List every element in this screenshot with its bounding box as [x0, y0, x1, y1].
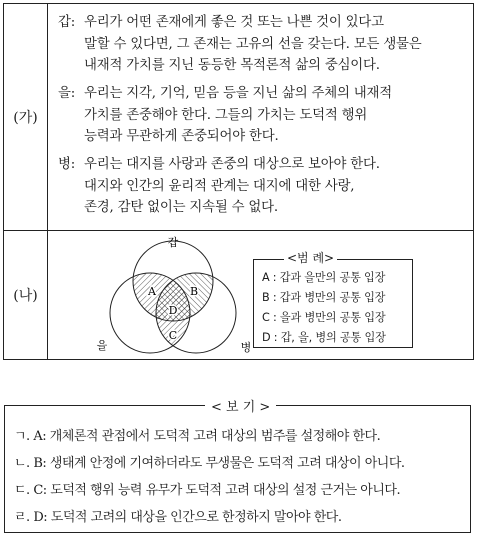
- statement-line: 우리는 지각, 기억, 믿음 등을 지닌 삶의 주체의 내재적: [84, 86, 393, 101]
- statement-line: 내재적 가치를 지닌 동등한 목적론적 삶의 중심이다.: [84, 58, 380, 73]
- region-label-d: D: [168, 304, 178, 317]
- statement-byeong: [58, 154, 465, 219]
- statement-line: 존경, 감탄 없이는 지속될 수 없다.: [84, 200, 278, 215]
- section-na-label: (나): [4, 231, 48, 359]
- legend-title: <범 례>: [284, 249, 337, 266]
- region-label-b: B: [189, 285, 199, 298]
- legend-item-d: D : 갑, 을, 병의 공통 입장: [262, 331, 386, 344]
- legend-item-b: B : 갑과 병만의 공통 입장: [262, 291, 386, 304]
- statement-line: 대지와 인간의 윤리적 관계는 대지에 대한 사랑,: [84, 178, 355, 194]
- circle-label-gap: 갑: [167, 236, 179, 249]
- statement-line: 능력과 무관하게 존중되어야 한다.: [84, 129, 279, 144]
- circle-label-byeong: 병: [240, 341, 252, 354]
- region-label-c: C: [168, 329, 178, 342]
- section-na: [4, 231, 473, 359]
- statement-line: 가치를 존중해야 한다. 그들의 가치는 도덕적 행위: [84, 107, 368, 123]
- bogi-item-digeut: ㄷ. C: 도덕적 행위 능력 유무가 도덕적 고려 대상의 설정 근거는 아니다.: [14, 483, 401, 498]
- section-ga-content: [48, 4, 473, 230]
- bogi-title: < 보 기 >: [205, 396, 276, 415]
- section-na-content: [48, 231, 473, 359]
- passage-table: [3, 3, 474, 360]
- venn-diagram: [88, 235, 258, 357]
- statement-eul: [58, 83, 465, 148]
- circle-label-eul: 을: [96, 339, 108, 352]
- region-label-a: A: [148, 285, 156, 298]
- legend-item-a: A : 갑과 을만의 공통 입장: [262, 271, 386, 284]
- bogi-item-nieun: ㄴ. B: 생태계 안정에 기여하더라도 무생물은 도덕적 고려 대상이 아니다.: [14, 456, 405, 471]
- bogi-item-giyeok: ㄱ. A: 개체론적 관점에서 도덕적 고려 대상의 범주를 설정해야 한다.: [14, 429, 381, 444]
- section-ga: [4, 4, 473, 231]
- speaker-label: 을:: [58, 86, 76, 101]
- statement-line: 우리가 어떤 존재에게 좋은 것 또는 나쁜 것이 있다고: [84, 15, 384, 30]
- statement-line: 우리는 대지를 사랑과 존중의 대상으로 보아야 한다.: [84, 157, 380, 172]
- statement-gap: [58, 12, 465, 77]
- legend-item-c: C : 을과 병만의 공통 입장: [262, 311, 386, 324]
- section-ga-label: (가): [4, 4, 48, 230]
- bogi-item-rieul: ㄹ. D: 도덕적 고려의 대상을 인간으로 한정하지 말아야 한다.: [14, 510, 342, 525]
- speaker-label: 병:: [58, 157, 76, 172]
- statement-line: 말할 수 있다면, 그 존재는 고유의 선을 갖는다. 모든 생물은: [84, 36, 422, 52]
- speaker-label: 갑:: [58, 15, 76, 30]
